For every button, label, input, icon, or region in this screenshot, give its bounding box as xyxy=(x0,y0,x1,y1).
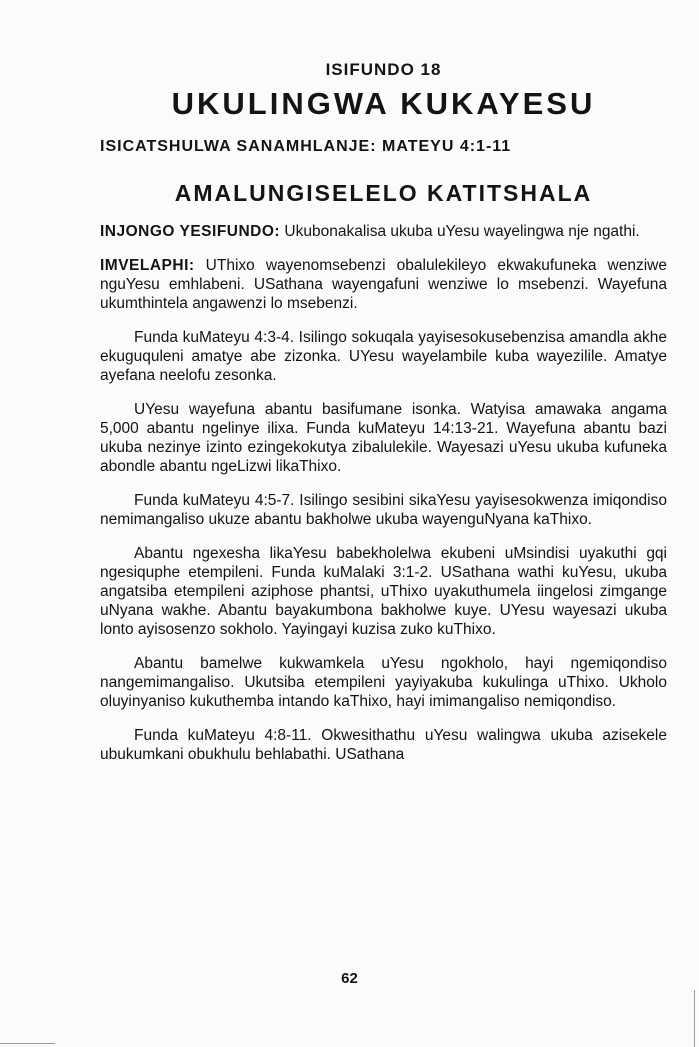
background-paragraph xyxy=(100,256,667,313)
body-paragraph: Abantu ngexesha likaYesu babekholelwa ekubeni uMsindisi uyakuthi gqi ngesiquphe etempileni. Funda kuMalaki 3:1-2. USathana wathi kuYesu, ukuba angatsiba etempileni aziphose phantsi, uThixo uyakuthumela iingelosi zimgange uNyana wakhe. Abantu bayakumbona bakholwe kuye. UYesu wayesazi ukuba lonto ayisosenzo sokholo. Yayingayi kuzisa zuko kuThixo. xyxy=(100,545,667,638)
page-title: UKULINGWA KUKAYESU xyxy=(171,86,596,121)
scan-edge-line xyxy=(694,990,695,1047)
background-label: IMVELAPHI: xyxy=(100,257,195,274)
objective-paragraph xyxy=(100,222,667,241)
lesson-number: ISIFUNDO 18 xyxy=(325,60,442,79)
objective-text: Ukubonakalisa ukuba uYesu wayelingwa nje ngathi. xyxy=(284,223,640,240)
scan-bottom-line xyxy=(0,1043,55,1044)
objective-label: INJONGO YESIFUNDO: xyxy=(100,223,281,240)
body-paragraph: Funda kuMateyu 4:5-7. Isilingo sesibini sikaYesu yayisesokwenza imiqondiso nemimangaliso ukuze abantu bakholwe ukuba wayenguNyana kaThixo. xyxy=(100,492,667,528)
scripture-reading: ISICATSHULWA SANAMHLANJE: MATEYU 4:1-11 xyxy=(100,138,512,155)
page-number: 62 xyxy=(341,970,358,987)
body-paragraph: Abantu bamelwe kukwamkela uYesu ngokholo, hayi ngemiqondiso nangemimangaliso. Ukutsiba etempileni yayiyakuba kukulinga uThixo. Ukholo oluyinyaniso kukuthemba intando kaThixo, hayi imimangaliso nemiqondiso. xyxy=(100,655,667,710)
body-paragraph: Funda kuMateyu 4:8-11. Okwesithathu uYesu walingwa ukuba azisekele ubukumkani obukhulu behlabathi. USathana xyxy=(100,727,667,763)
section-title: AMALUNGISELELO KATITSHALA xyxy=(174,180,593,206)
background-text: UThixo wayenomsebenzi obalulekileyo ekwakufuneka wenziwe nguYesu emhlabeni. USathana wayengafuni wenziwe lo msebenzi. Wayefuna ukumthintela angawenzi lo msebenzi. xyxy=(100,257,667,312)
document-page xyxy=(100,58,667,764)
body-paragraph: Funda kuMateyu 4:3-4. Isilingo sokuqala yayisesokusebenzisa amandla akhe ekuguquleni amatye abe zizonka. UYesu wayelambile kuba wayezilile. Amatye ayefana neelofu zesonka. xyxy=(100,329,667,384)
body-paragraph: UYesu wayefuna abantu basifumane isonka. Watyisa amawaka angama 5,000 abantu ngelinye ilixa. Funda kuMateyu 14:13-21. Wayefuna abantu bazi ukuba nezinye izinto ezingekokutya zibalulekile. Wayesazi uYesu ukuba kufuneka abondle abantu ngeLizwi likaThixo. xyxy=(100,401,667,475)
